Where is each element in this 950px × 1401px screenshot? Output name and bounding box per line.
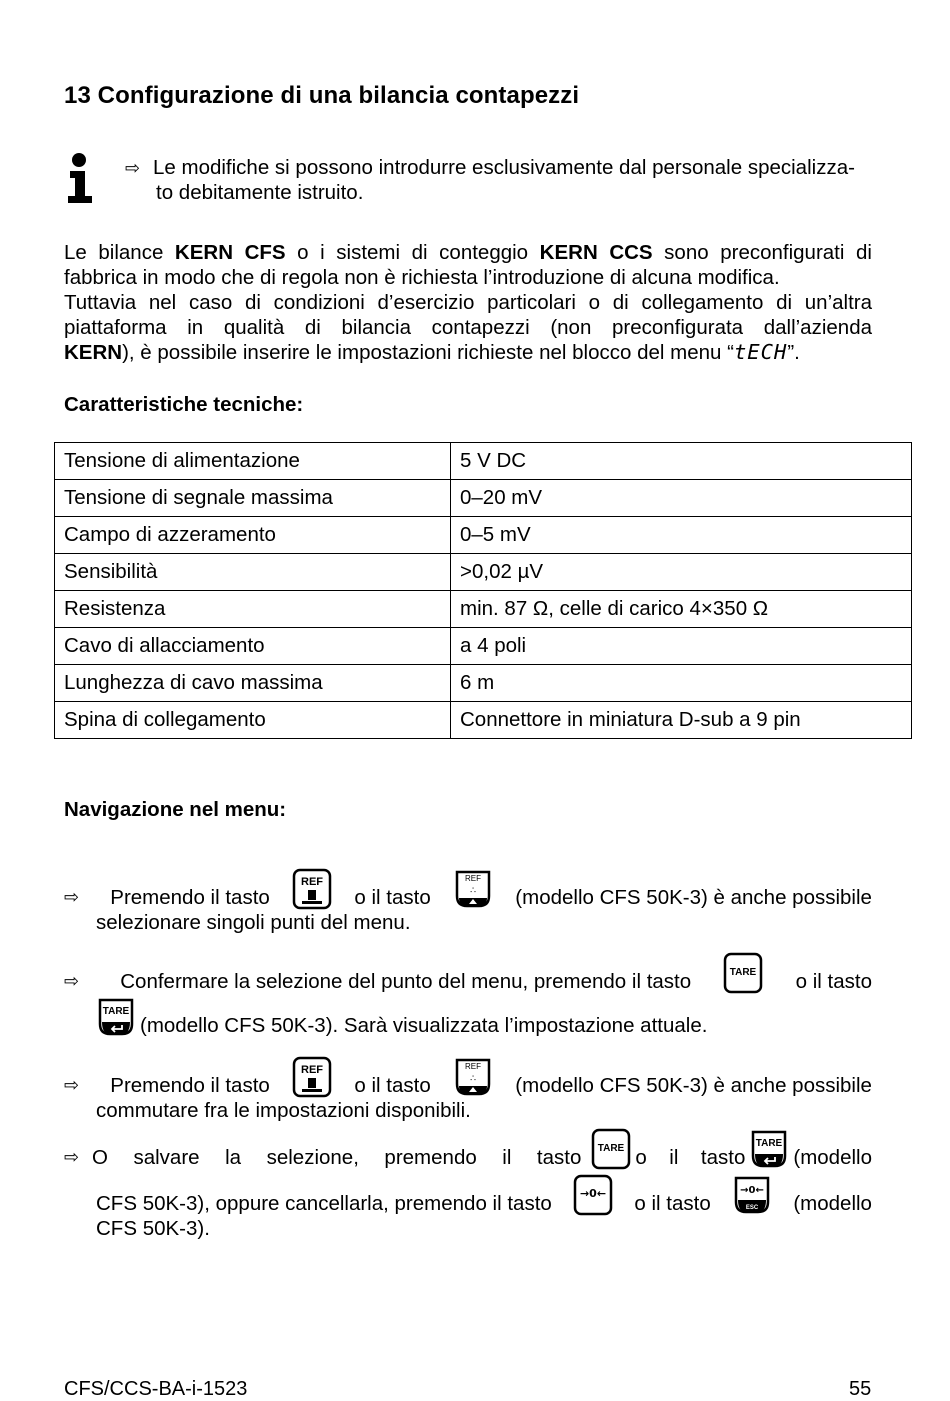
- svg-text:→0←: →0←: [740, 1185, 764, 1196]
- ref-arrow-key-icon: [453, 1056, 493, 1098]
- arrow-icon: ⇨: [64, 971, 80, 991]
- table-row: Campo di azzeramento 0–5 mV: [55, 517, 912, 554]
- zero-esc-key-icon: [732, 1174, 772, 1216]
- specs-table: [54, 442, 912, 739]
- segment-display-text: tECH: [733, 340, 788, 364]
- intro-line-5: KERN), è possibile inserire le impostazioni richieste nel blocco del menu “tECH”.: [64, 340, 800, 364]
- svg-text:∴: ∴: [470, 886, 476, 896]
- table-row: Spina di collegamento Connettore in miniatura D-sub a 9 pin: [55, 702, 912, 739]
- ref-arrow-key-icon: [453, 868, 493, 910]
- zero-key-icon: [573, 1174, 613, 1216]
- table-row: Sensibilità >0,02 µV: [55, 554, 912, 591]
- ref-key-icon: [292, 1056, 332, 1098]
- svg-text:REF: REF: [301, 876, 324, 888]
- table-row: Tensione di segnale massima 0–20 mV: [55, 480, 912, 517]
- info-icon: [64, 152, 96, 204]
- svg-text:→0←: →0←: [580, 1187, 607, 1200]
- intro-line-2: fabbrica in modo che di regola non è richiesta l’introduzione di alcuna modifica.: [64, 266, 780, 289]
- tare-key-icon: [591, 1128, 631, 1170]
- svg-text:ESC: ESC: [745, 1205, 759, 1211]
- svg-text:REF: REF: [465, 1062, 482, 1071]
- list-item: ⇨ Premendo il tasto REF o il tasto REF ∴ (modello CFS 50K-3) è anche possibile selezionare singoli punti del menu.: [64, 868, 872, 935]
- table-row: Tensione di alimentazione 5 V DC: [55, 443, 912, 480]
- specs-heading: Caratteristiche tecniche:: [64, 393, 304, 416]
- arrow-icon: ⇨: [125, 158, 141, 178]
- doc-id: CFS/CCS-BA-i-1523: [64, 1378, 248, 1400]
- arrow-icon: ⇨: [64, 1147, 80, 1167]
- intro-line-1: Le bilance KERN CFS o i sistemi di conteggio KERN CCS sono preconfigurati di: [64, 241, 872, 264]
- page-number: 55: [849, 1378, 872, 1400]
- arrow-icon: ⇨: [64, 887, 80, 907]
- note-line-1: ⇨ Le modifiche si possono introdurre esclusivamente dal personale specializza-: [125, 156, 855, 179]
- svg-text:REF: REF: [465, 874, 482, 883]
- table-row: Lunghezza di cavo massima 6 m: [55, 665, 912, 702]
- tare-enter-key-icon: [96, 996, 136, 1038]
- list-item: ⇨ O salvare la selezione, premendo il tasto TARE o il tasto TARE (modello CFS 50K-3), oppure cancellarla, premendo il tasto →0← o il tasto →0← ESC (modello CFS 50K-3).: [64, 1128, 872, 1241]
- intro-line-4: piattaforma in qualità di bilancia contapezzi (non preconfigurata dall’azienda: [64, 316, 872, 339]
- list-item: ⇨ Confermare la selezione del punto del menu, premendo il tasto TARE o il tasto TARE (modello CFS 50K-3). Sarà visualizzata l’impostazione attuale.: [64, 952, 872, 1038]
- svg-text:∴: ∴: [470, 1074, 476, 1084]
- ref-key-icon: [292, 868, 332, 910]
- table-row: Cavo di allacciamento a 4 poli: [55, 628, 912, 665]
- svg-text:REF: REF: [301, 1064, 324, 1076]
- svg-text:TARE: TARE: [756, 1138, 783, 1149]
- section-title: 13 Configurazione di una bilancia contapezzi: [64, 82, 580, 109]
- svg-text:TARE: TARE: [730, 967, 757, 978]
- intro-line-3: Tuttavia nel caso di condizioni d’esercizio particolari o di collegamento di un’altra: [64, 291, 872, 314]
- svg-text:TARE: TARE: [598, 1143, 625, 1154]
- svg-text:TARE: TARE: [102, 1006, 130, 1017]
- note-line-2: to debitamente istruito.: [156, 181, 364, 204]
- menu-heading: Navigazione nel menu:: [64, 798, 287, 821]
- table-row: Resistenza min. 87 Ω, celle di carico 4×350 Ω: [55, 591, 912, 628]
- tare-enter-key-icon: [749, 1128, 789, 1170]
- list-item: ⇨ Premendo il tasto REF o il tasto REF ∴ (modello CFS 50K-3) è anche possibile commutare fra le impostazioni disponibili.: [64, 1056, 872, 1123]
- tare-key-icon: [723, 952, 763, 994]
- arrow-icon: ⇨: [64, 1075, 80, 1095]
- intro-paragraph: [64, 240, 872, 365]
